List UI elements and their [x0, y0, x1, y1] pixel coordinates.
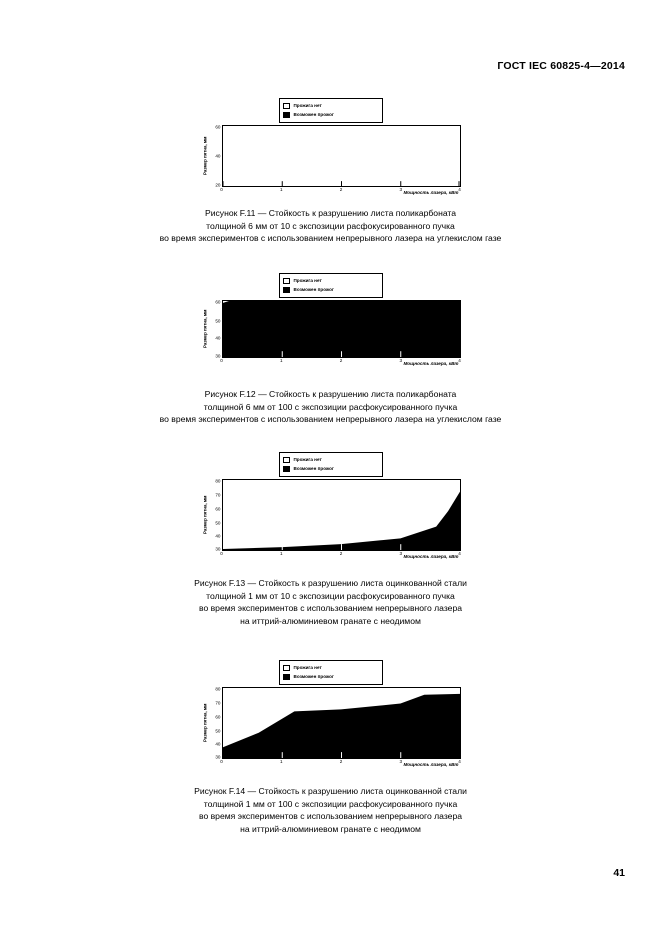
plot-svg-f11 [223, 126, 460, 186]
caption-line: на иттрий-алюминиевом гранате с неодимом [240, 615, 421, 626]
y-ticks-f13 [209, 479, 222, 551]
caption-line: Рисунок F.14 — Стойкость к разрушению листа оцинкованной стали [194, 786, 467, 796]
y-tick-label: 70 [215, 700, 221, 706]
y-tick-label: 50 [215, 520, 221, 526]
x-tick-label: 3 [399, 551, 403, 556]
x-tick-label: 4 [458, 551, 461, 556]
legend-f13 [279, 452, 383, 477]
x-axis-title-f14: Мощность лазера, кВт [403, 762, 459, 767]
x-ticks-f11 [222, 187, 461, 194]
plot-area-f14 [222, 687, 461, 759]
y-tick-label: 80 [215, 686, 221, 692]
plot-row-f13 [201, 479, 461, 551]
plot-svg-f14 [223, 688, 460, 758]
chart-f11 [201, 98, 461, 195]
plot-row-f11 [201, 125, 461, 187]
chart-f14 [201, 660, 461, 767]
x-tick-label: 1 [279, 187, 283, 192]
page-header-standard-number: ГОСТ IEC 60825-4—2014 [497, 60, 625, 72]
plot-area-f11 [222, 125, 461, 187]
legend-row-burn-possible [283, 673, 379, 681]
caption-line: Рисунок F.12 — Стойкость к разрушению листа поликарбоната [204, 389, 457, 399]
y-ticks-f12 [209, 300, 222, 358]
y-axis-title-f11: Размер пятна, мм [202, 136, 207, 176]
y-tick-label: 30 [215, 754, 221, 760]
caption-line: толщиной 6 мм от 100 с экспозиции расфокусированного пучка [203, 401, 458, 412]
legend-swatch-empty-icon [283, 665, 290, 671]
x-tick-label: 4 [458, 187, 461, 192]
legend-label-no-damage: Прожига нет [293, 665, 322, 670]
x-tick-label: 1 [279, 551, 283, 556]
x-tick-label: 0 [220, 759, 223, 764]
y-tick-label: 40 [215, 533, 221, 539]
caption-line: толщиной 1 мм от 100 с экспозиции расфокусированного пучка [203, 798, 458, 809]
legend-swatch-empty-icon [283, 457, 290, 463]
y-ticks-f14 [209, 687, 222, 759]
legend-label-burn-possible: Возможен прожог [293, 287, 334, 292]
y-axis-title-f14: Размер пятна, мм [202, 703, 207, 743]
legend-f12 [279, 273, 383, 298]
plot-svg-f12 [223, 301, 460, 357]
plot-row-f14 [201, 687, 461, 759]
y-tick-label: 40 [215, 741, 221, 747]
legend-row-no-damage [283, 102, 379, 110]
caption-line: во время экспериментов с использованием непрерывного лазера [198, 603, 463, 614]
figure-f12 [0, 273, 661, 426]
x-tick-label: 3 [399, 759, 403, 764]
y-tick-label: 50 [215, 728, 221, 734]
caption-line: толщиной 1 мм от 10 с экспозиции расфокусированного пучка [206, 590, 455, 601]
x-tick-label: 0 [220, 358, 223, 363]
caption-line: на иттрий-алюминиевом гранате с неодимом [240, 823, 421, 834]
y-ticks-f11 [209, 125, 222, 187]
x-tick-label: 4 [458, 358, 461, 363]
plot-svg-f13 [223, 480, 460, 550]
legend-swatch-filled-icon [283, 466, 290, 472]
legend-label-burn-possible: Возможен прожог [293, 466, 334, 471]
y-tick-label: 50 [215, 318, 221, 324]
legend-row-burn-possible [283, 286, 379, 294]
legend-row-burn-possible [283, 465, 379, 473]
legend-swatch-filled-icon [283, 674, 290, 680]
legend-label-no-damage: Прожига нет [293, 457, 322, 462]
x-tick-label: 2 [339, 759, 343, 764]
legend-row-no-damage [283, 277, 379, 285]
legend-f11 [279, 98, 383, 123]
y-tick-label: 60 [215, 124, 221, 130]
x-axis-title-f11: Мощность лазера, кВт [403, 190, 459, 195]
caption-line: толщиной 6 мм от 10 с экспозиции расфокусированного пучка [206, 220, 455, 231]
caption-line: во время экспериментов с использованием непрерывного лазера [198, 811, 463, 822]
x-tick-label: 2 [339, 187, 343, 192]
x-tick-label: 0 [220, 187, 223, 192]
y-tick-label: 60 [215, 714, 221, 720]
y-tick-label: 40 [215, 153, 221, 159]
x-tick-label: 4 [458, 759, 461, 764]
y-tick-label: 70 [215, 492, 221, 498]
caption-line: во время экспериментов с использованием непрерывного лазера на углекислом газе [159, 414, 502, 425]
x-tick-label: 1 [279, 358, 283, 363]
x-axis-title-f12: Мощность лазера, кВт [403, 361, 459, 366]
legend-label-no-damage: Прожига нет [293, 278, 322, 283]
y-tick-label: 30 [215, 546, 221, 552]
figure-f14 [0, 660, 661, 835]
legend-swatch-empty-icon [283, 278, 290, 284]
y-axis-title-f12: Размер пятна, мм [202, 309, 207, 349]
x-axis-title-f13: Мощность лазера, кВт [403, 554, 459, 559]
chart-f13 [201, 452, 461, 559]
x-tick-label: 2 [339, 358, 343, 363]
caption-line: Рисунок F.13 — Стойкость к разрушению листа оцинкованной стали [194, 578, 467, 588]
y-tick-label: 60 [215, 506, 221, 512]
y-tick-label: 30 [215, 353, 221, 359]
legend-swatch-filled-icon [283, 112, 290, 118]
plot-row-f12 [201, 300, 461, 358]
page-number: 41 [613, 867, 625, 879]
plot-area-f13 [222, 479, 461, 551]
x-tick-label: 3 [399, 187, 403, 192]
legend-f14 [279, 660, 383, 685]
figure-caption-f14 [51, 785, 611, 835]
legend-label-burn-possible: Возможен прожог [293, 674, 334, 679]
figure-caption-f13 [51, 577, 611, 627]
y-tick-label: 80 [215, 478, 221, 484]
x-tick-label: 2 [339, 551, 343, 556]
plot-area-f12 [222, 300, 461, 358]
y-axis-title-f13: Размер пятна, мм [202, 495, 207, 535]
y-tick-label: 60 [215, 299, 221, 305]
figure-caption-f12 [51, 388, 611, 426]
legend-label-no-damage: Прожига нет [293, 103, 322, 108]
y-tick-label: 20 [215, 182, 221, 188]
legend-label-burn-possible: Возможен прожог [293, 112, 334, 117]
legend-swatch-empty-icon [283, 103, 290, 109]
caption-line: Рисунок F.11 — Стойкость к разрушению листа поликарбоната [204, 208, 457, 218]
figure-caption-f11 [51, 207, 611, 245]
x-tick-label: 0 [220, 551, 223, 556]
x-ticks-f12 [222, 358, 461, 365]
legend-row-no-damage [283, 456, 379, 464]
x-tick-label: 3 [399, 358, 403, 363]
x-ticks-f13 [222, 551, 461, 558]
y-tick-label: 40 [215, 335, 221, 341]
figure-f13 [0, 452, 661, 627]
x-ticks-f14 [222, 759, 461, 766]
caption-line: во время экспериментов с использованием непрерывного лазера на углекислом газе [159, 233, 502, 244]
legend-row-burn-possible [283, 111, 379, 119]
chart-f12 [201, 273, 461, 366]
legend-swatch-filled-icon [283, 287, 290, 293]
figure-f11 [0, 98, 661, 245]
x-tick-label: 1 [279, 759, 283, 764]
legend-row-no-damage [283, 664, 379, 672]
